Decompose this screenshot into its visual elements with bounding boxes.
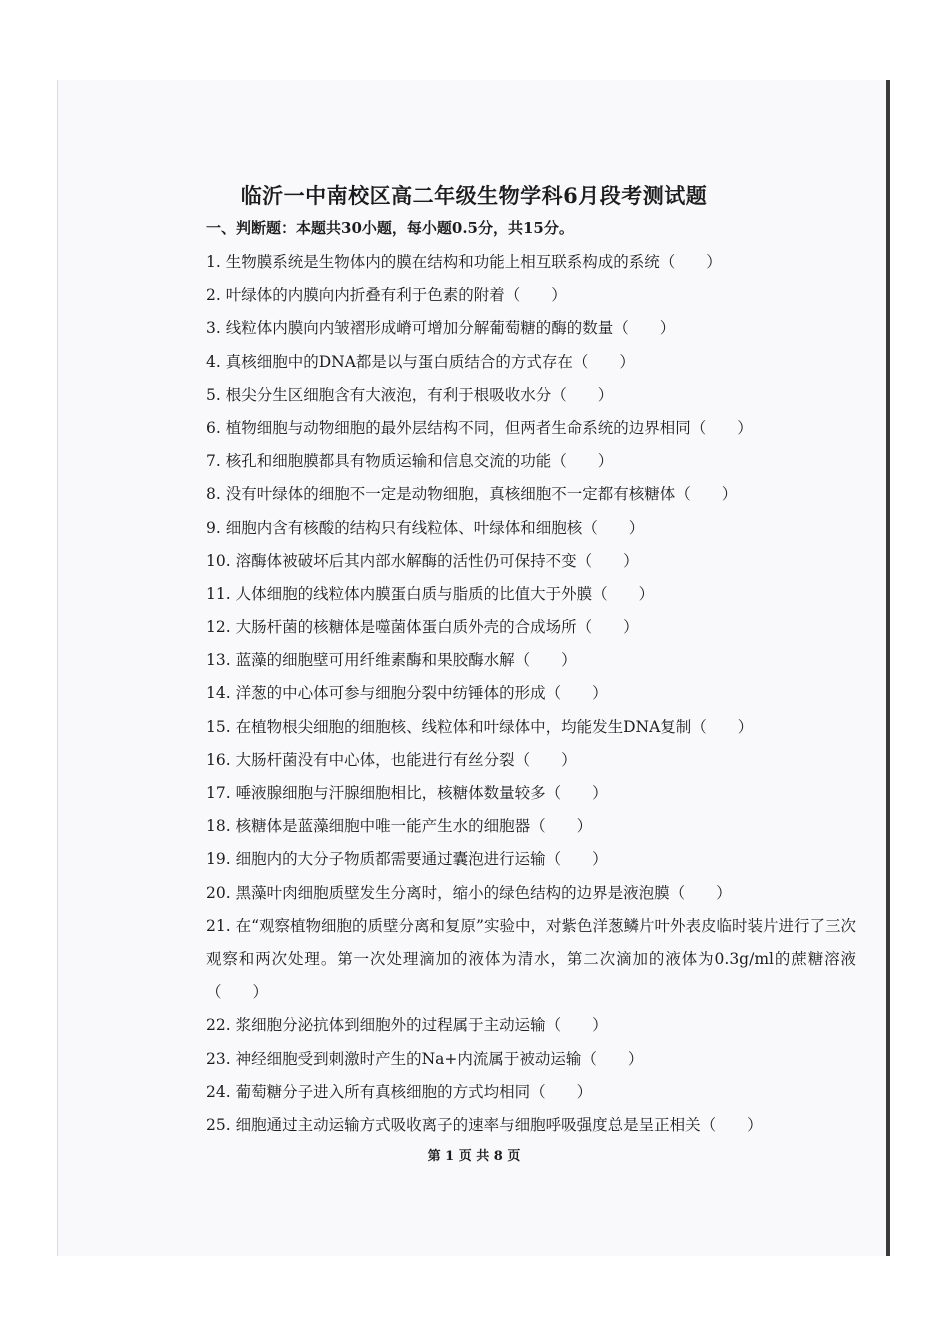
question-item: 14. 洋葱的中心体可参与细胞分裂中纺锤体的形成（ ）: [206, 684, 608, 703]
question-item: 23. 神经细胞受到刺激时产生的Na+内流属于被动运输（ ）: [206, 1049, 644, 1068]
question-item: 21. 在“观察植物细胞的质壁分离和复原”实验中，对紫色洋葱鳞片叶外表皮临时装片进行了三次观察和两次处理。第一次处理滴加的液体为清水，第二次滴加的液体为0.3g/ml的蔗糖溶液（ ）: [206, 916, 856, 1002]
page-number: 第 1 页 共 8 页: [427, 1149, 521, 1164]
exam-page: [57, 80, 890, 1256]
question-list: [206, 246, 856, 1142]
question-item: 10. 溶酶体被破坏后其内部水解酶的活性仍可保持不变（ ）: [206, 551, 639, 570]
question-item: 17. 唾液腺细胞与汗腺细胞相比，核糖体数量较多（ ）: [206, 784, 608, 802]
page-title: 临沂一中南校区高二年级生物学科6月段考测试题: [240, 183, 708, 208]
question-item: 8. 没有叶绿体的细胞不一定是动物细胞，真核细胞不一定都有核糖体（ ）: [206, 485, 738, 504]
question-item: 5. 根尖分生区细胞含有大液泡，有利于根吸收水分（ ）: [206, 385, 614, 404]
question-item: 9. 细胞内含有核酸的结构只有线粒体、叶绿体和细胞核（ ）: [206, 518, 645, 537]
question-item: 7. 核孔和细胞膜都具有物质运输和信息交流的功能（ ）: [206, 452, 614, 471]
question-item: 24. 葡萄糖分子进入所有真核细胞的方式均相同（ ）: [206, 1082, 593, 1101]
question-item: 11. 人体细胞的线粒体内膜蛋白质与脂质的比值大于外膜（ ）: [206, 584, 655, 603]
section-heading: 一、判断题：本题共30小题，每小题0.5分，共15分。: [206, 219, 574, 237]
page-edge-shadow: [886, 80, 890, 1256]
question-item: 18. 核糖体是蓝藻细胞中唯一能产生水的细胞器（ ）: [206, 817, 593, 836]
question-item: 2. 叶绿体的内膜向内折叠有利于色素的附着（ ）: [206, 286, 567, 305]
question-item: 1. 生物膜系统是生物体内的膜在结构和功能上相互联系构成的系统（ ）: [206, 253, 722, 271]
question-item: 15. 在植物根尖细胞的细胞核、线粒体和叶绿体中，均能发生DNA复制（ ）: [206, 717, 754, 736]
question-item: 3. 线粒体内膜向内皱褶形成嵴可增加分解葡萄糖的酶的数量（ ）: [206, 319, 676, 338]
question-item: 4. 真核细胞中的DNA都是以与蛋白质结合的方式存在（ ）: [206, 352, 635, 371]
question-item: 13. 蓝藻的细胞壁可用纤维素酶和果胶酶水解（ ）: [206, 651, 577, 670]
question-item: 16. 大肠杆菌没有中心体，也能进行有丝分裂（ ）: [206, 750, 577, 769]
question-item: 22. 浆细胞分泌抗体到细胞外的过程属于主动运输（ ）: [206, 1016, 608, 1035]
question-item: 25. 细胞通过主动运输方式吸收离子的速率与细胞呼吸强度总是呈正相关（ ）: [206, 1115, 763, 1134]
question-item: 19. 细胞内的大分子物质都需要通过囊泡进行运输（ ）: [206, 850, 608, 869]
question-item: 12. 大肠杆菌的核糖体是噬菌体蛋白质外壳的合成场所（ ）: [206, 618, 639, 637]
question-item: 20. 黑藻叶肉细胞质壁发生分离时，缩小的绿色结构的边界是液泡膜（ ）: [206, 883, 732, 902]
question-item: 6. 植物细胞与动物细胞的最外层结构不同，但两者生命系统的边界相同（ ）: [206, 418, 753, 437]
